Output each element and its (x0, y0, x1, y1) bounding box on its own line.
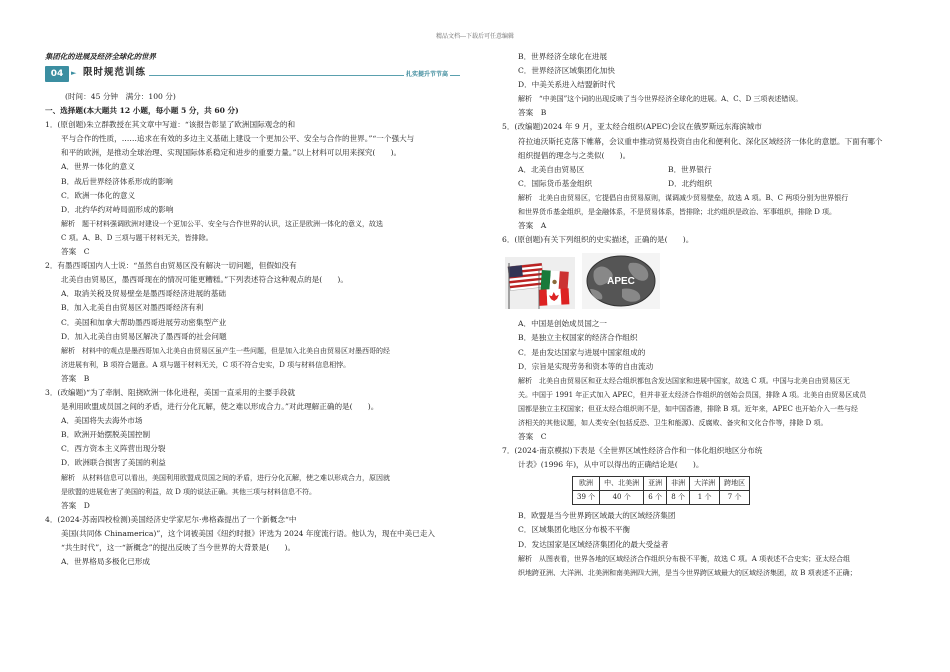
chapter-title: 集团化的进展及经济全球化的世界 (45, 52, 156, 61)
option-line: A．世界格局多极化已形成 (61, 557, 151, 567)
option-line: D．发达国家是区域经济集团化的最大受益者 (518, 539, 669, 549)
table-cell: 40 个 (600, 491, 644, 505)
option-line: B．战后世界经济体系形成的影响 (61, 176, 173, 186)
option-line: B．世界经济全球化在进展 (518, 52, 608, 61)
left-column (45, 50, 460, 569)
option-line: C．欧洲一体化的意义 (61, 190, 136, 200)
answer-line: 答案 A (518, 221, 547, 231)
analysis-line: 解析 “中美国”这个词的出现反映了当今世界经济全球化的进展。A、C、D 三项表述错误。 (518, 95, 803, 104)
option-line: B．加入北美自由贸易区对墨西哥经济有利 (61, 303, 204, 313)
left-text-lines (45, 118, 460, 569)
option-line: C．美国和加拿大帮助墨西哥进展劳动密集型产业 (61, 317, 227, 327)
analysis-line: 解析 从图表看，世界各地的区域经济合作组织分布极不平衡，故选 C 项。A 项表述不合史实；亚太经合组 (518, 554, 851, 563)
table-cell: 1 个 (690, 491, 720, 505)
answer-line: 答案 C (518, 432, 547, 442)
text-line: 关。中国于 1991 年正式加入 APEC，但并非亚太经济合作组织的创始会员国，排除 A 项。北美自由贸易区成员 (518, 390, 867, 399)
right-text-lines-a (502, 50, 912, 247)
option-line: D．宗旨是实现劳务和资本等的自由流动 (518, 361, 654, 371)
text-line: 美国(共同体 Chinamerica)”，这个词被美国《纽约时报》评选为 2024 年度流行语。他认为，现在中美已走入 (61, 528, 436, 538)
right-text-lines-c (502, 509, 912, 579)
text-line: 是利用欧盟成员国之间的矛盾，进行分化瓦解，使之难以形成合力。”对此理解正确的是( )。 (61, 402, 379, 412)
option-line: B．世界银行 (668, 164, 712, 174)
option-row (502, 163, 912, 177)
option-line: C．区域集团化地区分布极不平衡 (518, 525, 631, 535)
apec-label: APEC (607, 276, 635, 288)
table-row (573, 491, 750, 505)
option-line: B．欧盟是当今世界跨区域最大的区域经济集团 (518, 511, 676, 521)
page-header-note: 精品文档---下载后可任意编辑 (435, 33, 515, 40)
answer-line: 答案 C (61, 247, 90, 257)
option-line: A．取消关税及贸易壁垒是墨西哥经济进展的基础 (61, 289, 226, 299)
text-line: 织地跨亚洲、大洋洲、北美洲和南美洲四大洲，是当今世界跨区域最大的区域经济集团，故 B 项表述不正确； (518, 568, 857, 577)
question-line: 7．(2024·南京模拟)下表是《全世界区域性经济合作和一体化组织地区分布统 (502, 446, 763, 456)
question-line: 5．(改编题)2024 年 9 月，亚太经合组织(APEC)会议在俄罗斯远东海滨城市 (502, 122, 762, 132)
answer-line: 答案 B (61, 373, 90, 383)
text-line: 平与合作的性质，……追求在有效的多边主义基础上建设一个更加公平、安全与合作的世界。”“一个强大与 (61, 134, 415, 144)
text-line: 和世界货币基金组织，是金融体系，不是贸易体系，皆排除；北约组织是政治、军事组织，排除 D 项。 (518, 208, 837, 217)
option-line: C．西方资本主义阵营出现分裂 (61, 444, 166, 454)
text-line: 计表》(1996 年)，从中可以得出的正确结论是( )。 (518, 460, 704, 470)
answer-line: 答案 B (518, 108, 547, 118)
nafta-flags-image (505, 257, 575, 309)
option-line: D．加入北美自由贸易区解决了墨西哥的社会问题 (61, 331, 227, 341)
table-cell: 8 个 (667, 491, 690, 505)
option-line: A．中国是创始成员国之一 (518, 319, 608, 329)
time-info: (时间：45 分钟 满分：100 分) (65, 92, 176, 101)
analysis-line: 解析 北美自由贸易区和亚太经合组织都包含发达国家和进展中国家，故选 C 项。中国与北美自由贸易区无 (518, 376, 850, 385)
table-header-cell: 中、北美洲 (600, 477, 644, 491)
analysis-line: 解析 题干材料强调欧洲对建设一个更加公平、安全与合作世界的认识，这正是欧洲一体化的意义，故选 (61, 219, 383, 228)
analysis-line: 解析 从材料信息可以看出，美国利用欧盟成员国之间的矛盾，进行分化瓦解，使之难以形成合力，原因就 (61, 473, 390, 482)
table-cell: 7 个 (720, 491, 750, 505)
question-line: 2．有墨西哥国内人士说：“虽然自由贸易区没有解决一切问题，但假如没有 (45, 261, 297, 271)
banner-arrow-icon: ► (71, 69, 77, 77)
section-heading: 一、选择题(本大题共 12 小题，每小题 5 分，共 60 分) (45, 106, 239, 116)
option-line: C．是由发达国家与进展中国家组成的 (518, 347, 646, 357)
option-line: B．欧洲开始摆脱美国控制 (61, 430, 151, 440)
question-images (502, 253, 912, 313)
question-line: 3．(改编题)“为了牵制、阻挠欧洲一体化进程，美国一直采用的主要手段就 (45, 387, 296, 397)
banner-tag: 扎实提升节节高 (405, 71, 448, 78)
option-line: C．世界经济区域集团化加快 (518, 66, 615, 76)
table-header-cell: 亚洲 (644, 477, 667, 491)
text-line: 济相关的其他议题，如人类安全(包括反恐、卫生和能源)、反腐败、备灾和文化合作等，排除 D 项。 (518, 418, 828, 427)
analysis-line: 解析 材料中的观点是墨西哥加入北美自由贸易区虽产生一些问题，但是加入北美自由贸易区对墨西哥的经 (61, 346, 390, 355)
section-number-badge: 04 (45, 66, 69, 82)
table-cell: 6 个 (644, 491, 667, 505)
banner-title: 限时规范训练 (83, 67, 147, 78)
table-cell: 39 个 (573, 491, 600, 505)
text-line: 济进展有利，B 项符合题意。A 项与题干材料无关，C 项不符合史实，D 项与材料信息相悖。 (61, 360, 351, 369)
option-line: C．国际货币基金组织 (518, 178, 593, 188)
text-line: 是欧盟的进展危害了美国的利益，故 D 项的说法正确。其他三项与材料信息不符。 (61, 487, 317, 496)
question-line: 4．(2024·苏南四校检测)美国经济史学家尼尔·弗格森提出了一个新概念“中 (45, 514, 297, 524)
section-banner (45, 66, 460, 84)
option-line: A．世界一体化的意义 (61, 162, 135, 172)
analysis-line: 解析 北美自由贸易区，它提倡自由贸易原则，谋调减少贸易壁垒，故选 A 项。B、C 两项分别为世界银行 (518, 193, 849, 202)
option-line: B．是独立主权国家的经济合作组织 (518, 333, 638, 343)
text-line: 组织提倡的理念与之类似( )。 (518, 150, 631, 160)
table-header-cell: 大洋洲 (690, 477, 720, 491)
question-line: 6．(原创题)有关下列组织的史实描述，正确的是( )。 (502, 235, 694, 245)
option-line: D．北约组织 (668, 178, 713, 188)
option-line: D．北约华约对峙局面形成的影响 (61, 204, 174, 214)
option-line: D．欧洲联合损害了美国的利益 (61, 458, 166, 468)
table-header-cell: 跨地区 (720, 477, 750, 491)
text-line: 北美自由贸易区，墨西哥现在的情况可能更糟糕。”下列表述符合这种观点的是( )。 (61, 275, 348, 285)
text-line: 符拉迪沃斯托克落下帷幕，会议重申推动贸易投资自由化和便利化、深化区域经济一体化的意愿。下面有哪个 (518, 136, 883, 146)
option-line: A．北美自由贸易区 (518, 164, 585, 174)
option-row (502, 177, 912, 191)
option-line: D．中美关系进入结盟新时代 (518, 80, 616, 90)
table-header-cell: 非洲 (667, 477, 690, 491)
text-line: 和平的欧洲，是推动全球治理、实现国际体系稳定和进步的重要力量。”以上材料可以用来探究( )。 (61, 148, 402, 158)
right-text-lines-b (502, 317, 912, 472)
table-header-cell: 欧洲 (573, 477, 600, 491)
text-line: 国都是独立主权国家；但亚太经合组织则不是，如中国香港，排除 B 项。近年来，APEC 也开始介入一些与经 (518, 404, 859, 413)
option-line: A．美国将失去海外市场 (61, 416, 143, 426)
right-column (502, 50, 912, 580)
region-stats-table (572, 476, 750, 505)
text-line: “共生时代”，这一“新概念”的提出反映了当今世界的大背景是( )。 (61, 543, 296, 552)
text-line: C 项。A、B、D 三项与题干材料无关，皆排除。 (61, 233, 213, 242)
table-header-row (573, 477, 750, 491)
apec-globe-logo (582, 253, 660, 309)
answer-line: 答案 D (61, 500, 90, 510)
question-line: 1．(原创题)朱立群教授在其文章中写道：“该报告彰显了欧洲国际观念的和 (45, 120, 296, 130)
